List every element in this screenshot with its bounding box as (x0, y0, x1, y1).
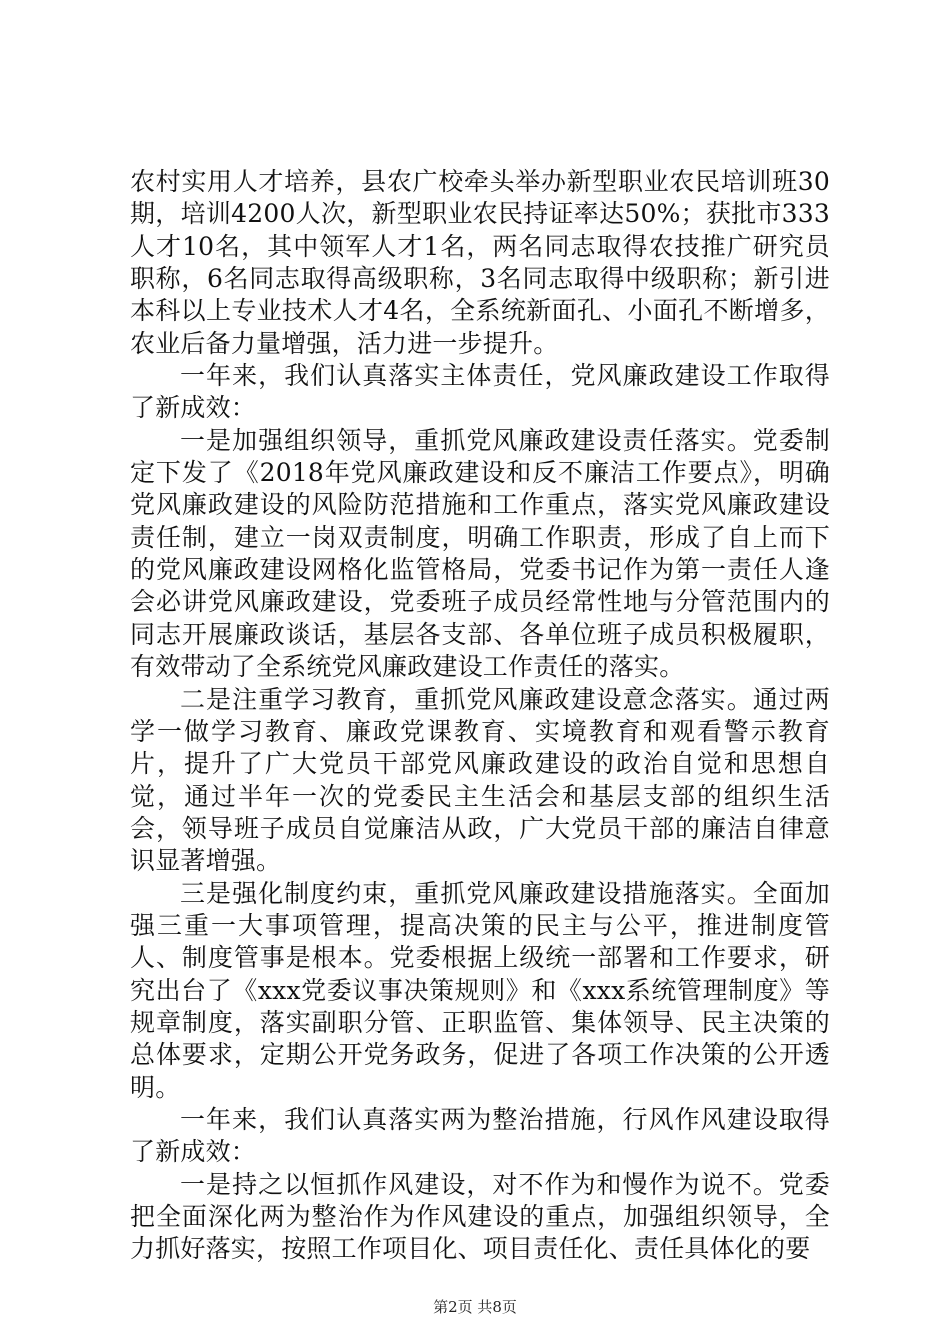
paragraph-study-education: 二是注重学习教育，重抓党风廉政建设意念落实。通过两学一做学习教育、廉政党课教育、实境教育和观看警示教育片，提升了广大党员干部党风廉政建设的政治自觉和思想自觉，通过半年一次的党委民主生活会和基层支部的组织生活会，领导班子成员自觉廉洁从政，广大党员干部的廉洁自律意识显著增强。 (130, 684, 830, 876)
paragraph-work-style: 一是持之以恒抓作风建设，对不作为和慢作为说不。党委把全面深化两为整治作为作风建设的重点，加强组织领导，全力抓好落实，按照工作项目化、项目责任化、责任具体化的要 (130, 1169, 830, 1264)
document-body (130, 166, 830, 1266)
paragraph-talent-training: 农村实用人才培养，县农广校牵头举办新型职业农民培训班30期，培训4200人次，新型职业农民持证率达50%；获批市333人才10名，其中领军人才1名，两名同志取得农技推广研究员职称，6名同志取得高级职称，3名同志取得中级职称；新引进本科以上专业技术人才4名，全系统新面孔、小面孔不断增多，农业后备力量增强，活力进一步提升。 (130, 167, 830, 358)
paragraph-rectification-intro: 一年来，我们认真落实两为整治措施，行风作风建设取得了新成效： (130, 1104, 830, 1167)
paragraph-organization-leadership: 一是加强组织领导，重抓党风廉政建设责任落实。党委制定下发了《2018年党风廉政建设和反不廉洁工作要点》，明确党风廉政建设的风险防范措施和工作重点，落实党风廉政建设责任制，建立一岗双责制度，明确工作职责，形成了自上而下的党风廉政建设网格化监管格局，党委书记作为第一责任人逢会必讲党风廉政建设，党委班子成员经常性地与分管范围内的同志开展廉政谈话，基层各支部、各单位班子成员积极履职，有效带动了全系统党风廉政建设工作责任的落实。 (130, 425, 830, 682)
paragraph-system-constraints: 三是强化制度约束，重抓党风廉政建设措施落实。全面加强三重一大事项管理，提高决策的民主与公平，推进制度管人、制度管事是根本。党委根据上级统一部署和工作要求，研究出台了《xxx党委议事决策规则》和《xxx系统管理制度》等规章制度，落实副职分管、正职监管、集体领导、民主决策的总体要求，定期公开党务政务，促进了各项工作决策的公开透明。 (130, 878, 830, 1102)
page-number-footer: 第2页 共8页 (433, 1298, 517, 1316)
paragraph-party-responsibility-intro: 一年来，我们认真落实主体责任，党风廉政建设工作取得了新成效： (130, 361, 830, 423)
